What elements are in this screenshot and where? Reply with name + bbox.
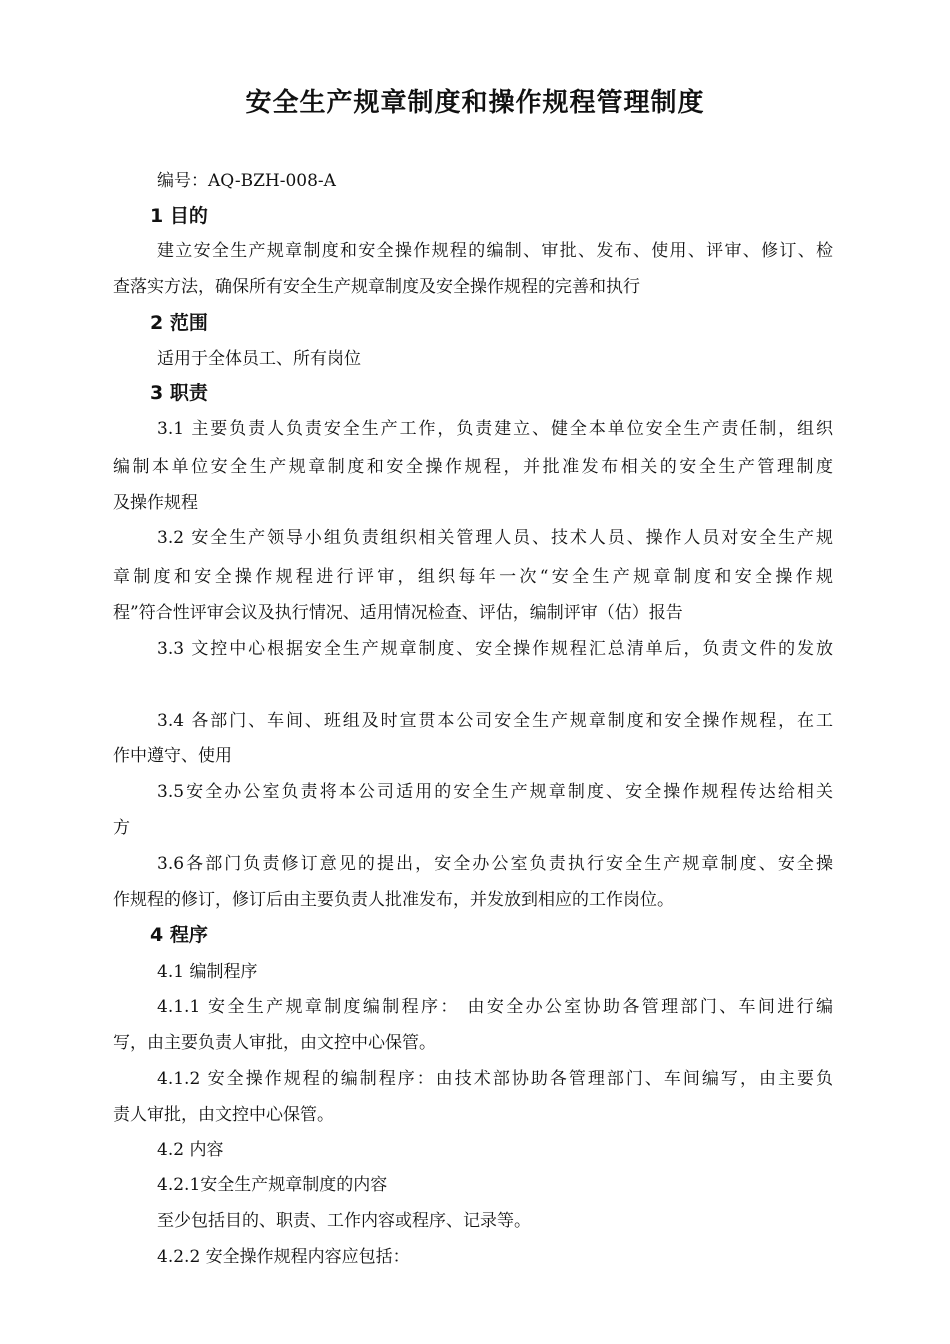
paragraph-line: 作中遵守、使用: [113, 746, 232, 766]
subsection-heading: 4.2 内容: [157, 1140, 224, 1160]
subsection-heading: 4.2.2 安全操作规程内容应包括：: [157, 1247, 410, 1267]
section-heading-procedure: 4 程序: [150, 924, 208, 946]
paragraph-line: 建立安全生产规章制度和安全操作规程的编制、审批、发布、使用、评审、修订、检: [157, 241, 833, 261]
paragraph-line: 方: [113, 818, 130, 838]
paragraph-line: 至少包括目的、职责、工作内容或程序、记录等。: [157, 1211, 531, 1231]
section-heading-scope: 2 范围: [150, 312, 208, 334]
paragraph-line: 3.5安全办公室负责将本公司适用的安全生产规章制度、安全操作规程传达给相关: [157, 782, 833, 802]
paragraph-line: 4.1.1 安全生产规章制度编制程序： 由安全办公室协助各管理部门、车间进行编: [157, 997, 833, 1017]
paragraph-line: 3.3 文控中心根据安全生产规章制度、安全操作规程汇总清单后，负责文件的发放: [157, 639, 833, 659]
section-heading-responsibilities: 3 职责: [150, 382, 208, 404]
paragraph-line: 适用于全体员工、所有岗位: [157, 349, 361, 369]
paragraph-line: 写，由主要负责人审批，由文控中心保管。: [113, 1033, 436, 1053]
paragraph-line: 章制度和安全操作规程进行评审，组织每年一次“安全生产规章制度和安全操作规: [113, 567, 833, 587]
paragraph-line: 3.4 各部门、车间、班组及时宣贯本公司安全生产规章制度和安全操作规程，在工: [157, 711, 833, 731]
paragraph-line: 责人审批，由文控中心保管。: [113, 1105, 334, 1125]
paragraph-line: 4.1.2 安全操作规程的编制程序：由技术部协助各管理部门、车间编写，由主要负: [157, 1069, 833, 1089]
paragraph-line: 及操作规程: [113, 493, 198, 513]
subsection-heading: 4.1 编制程序: [157, 962, 258, 982]
paragraph-line: 3.2 安全生产领导小组负责组织相关管理人员、技术人员、操作人员对安全生产规: [157, 528, 833, 548]
section-heading-purpose: 1 目的: [150, 205, 208, 227]
subsection-heading: 4.2.1安全生产规章制度的内容: [157, 1175, 388, 1195]
document-number: 编号：AQ-BZH-008-A: [157, 171, 336, 191]
page-title: 安全生产规章制度和操作规程管理制度: [245, 88, 705, 118]
paragraph-line: 编制本单位安全生产规章制度和安全操作规程，并批准发布相关的安全生产管理制度: [113, 457, 833, 477]
paragraph-line: 程”符合性评审会议及执行情况、适用情况检查、评估，编制评审（估）报告: [113, 603, 683, 623]
paragraph-line: 作规程的修订，修订后由主要负责人批准发布，并发放到相应的工作岗位。: [113, 890, 674, 910]
paragraph-line: 3.6各部门负责修订意见的提出，安全办公室负责执行安全生产规章制度、安全操: [157, 854, 833, 874]
paragraph-line: 3.1 主要负责人负责安全生产工作，负责建立、健全本单位安全生产责任制，组织: [157, 419, 833, 439]
paragraph-line: 查落实方法，确保所有安全生产规章制度及安全操作规程的完善和执行: [113, 277, 640, 297]
